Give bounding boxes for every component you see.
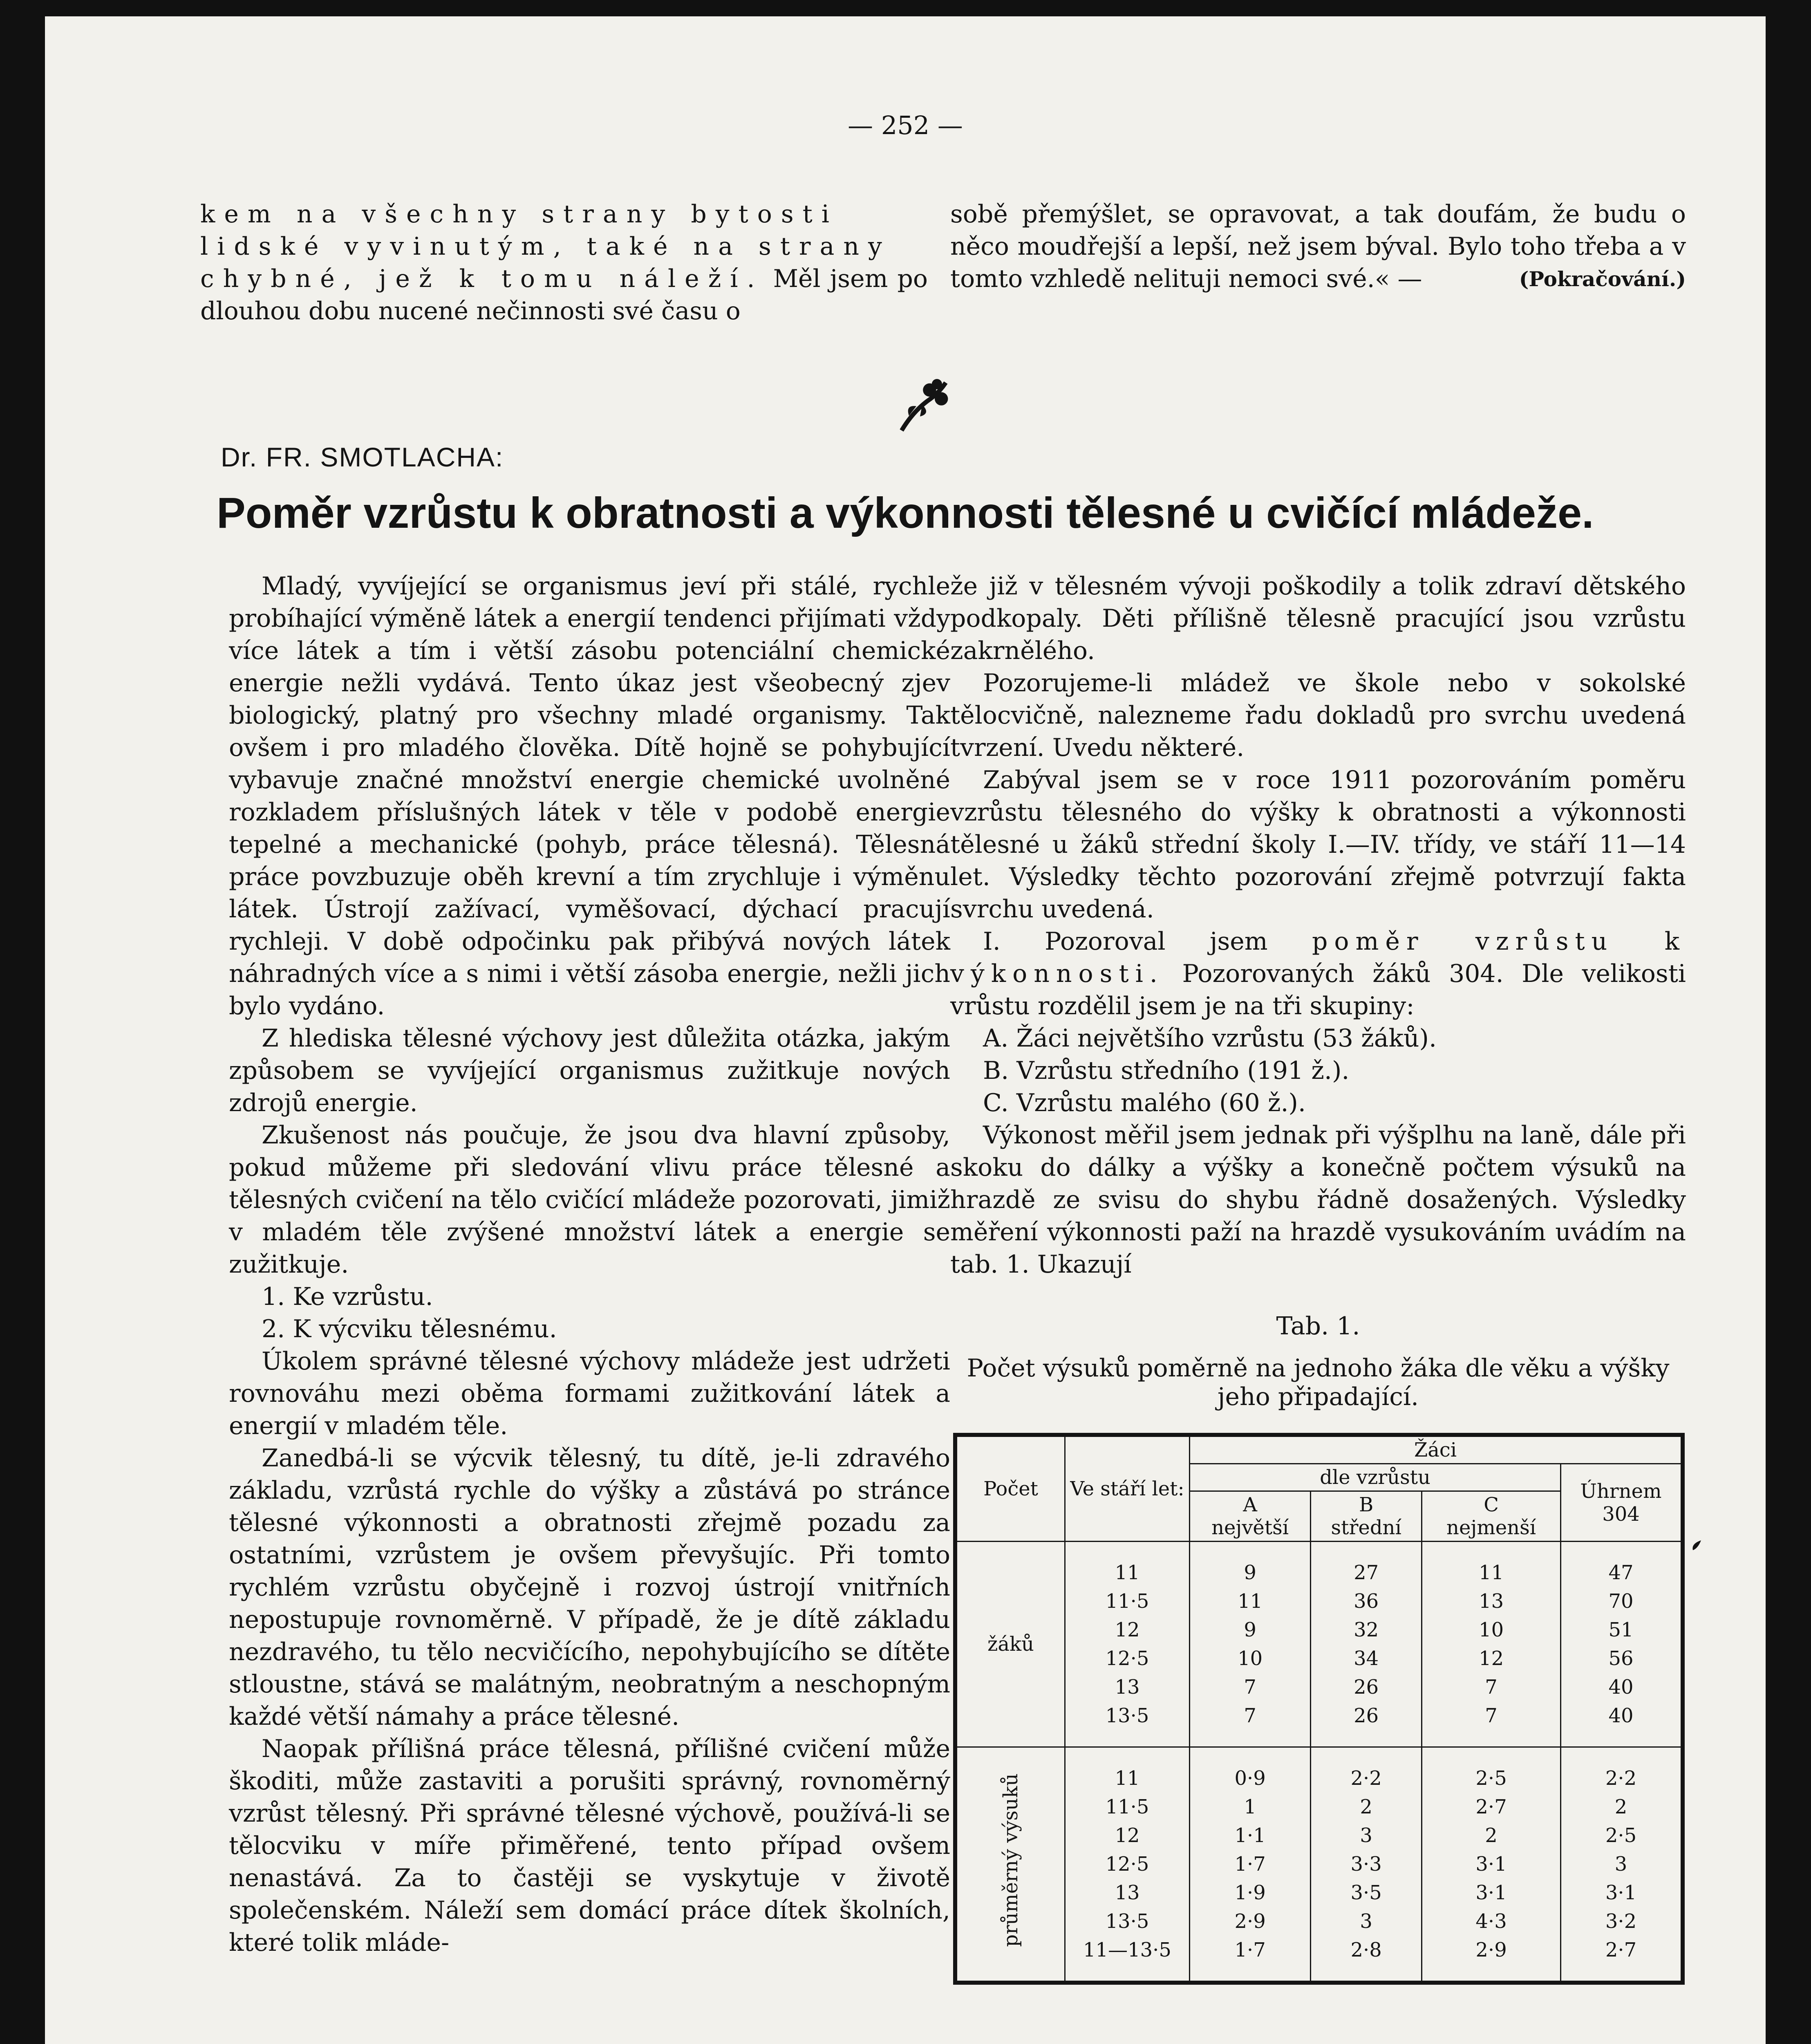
table-cell: 36 [1354, 1590, 1379, 1613]
header-total [1561, 1464, 1683, 1542]
header-a-letter: A [1243, 1493, 1257, 1516]
header-a-label: největší [1211, 1516, 1289, 1539]
table-cell: 26 [1354, 1704, 1379, 1727]
spaced-line: lidské vyvinutým, také na strany [200, 232, 891, 261]
continuation-text: sobě přemýšlet, se opravovat, a tak doufám, že budu o něco moudřejší a lepší, než jsem býval. Bylo toho třeba a v tomto vzhledě nelituji nemoci své.« — [950, 200, 1686, 293]
table-caption: Tab. 1. [1276, 1312, 1360, 1340]
group2-ages [1065, 1747, 1190, 1983]
paragraph: Pozorujeme-li mládež ve škole nebo v sokolské tělocvičně, nalezneme řadu dokladů pro svrchu uvedená tvrzení. Uvedu některé. [950, 669, 1686, 762]
table-cell: 9 [1244, 1618, 1256, 1641]
continuation-text: Měl jsem po dlouhou dobu nucené nečinnosti své času o [200, 264, 928, 325]
spaced-line-wrap [200, 263, 928, 327]
header-c [1422, 1491, 1561, 1542]
table-cell: 2 [1360, 1795, 1372, 1818]
table-cell: 40 [1608, 1704, 1634, 1727]
table-cell: 12·5 [1105, 1853, 1149, 1876]
continuation-right [950, 198, 1686, 295]
header-b [1311, 1491, 1422, 1542]
group2-c [1422, 1747, 1561, 1983]
continued-note: (Pokračování.) [1519, 267, 1686, 291]
paragraph: že již v tělesném vývoji poškodily a tolik zdraví dětského podkopaly. Děti přílišně tělesně pracující jsou vzrůstu zakrnělého. [950, 572, 1686, 665]
paragraph: Výkonost měřil jsem jednak při výšplhu na laně, dále při skoku do dálky a výšky a konečně počtem výsuků na hrazdě ze svisu do shybu řádně dosažených. Výsledky měření výkonnosti paží na hrazdě vysukováním uvádím na tab. 1. Ukazují [950, 1121, 1686, 1279]
table-cell: 3·5 [1350, 1881, 1382, 1904]
table-cell: 11 [1238, 1590, 1263, 1613]
table-cell: 2·5 [1605, 1824, 1637, 1847]
table-cell: 2·9 [1475, 1939, 1507, 1961]
fleuron-ornament-icon [887, 368, 960, 442]
paragraph: Naopak přílišná práce tělesná, přílišné cvičení může škoditi, může zastaviti a porušiti správný, rovnoměrný vzrůst tělesný. Při správné tělesné výchově, používá-li se tělocviku v míře přiměřené, tento případ ovšem nenastává. Za to častěji se vyskytuje v životě společenském. Náleží sem domácí práce dítek školních, které tolik mláde- [229, 1735, 950, 1957]
right-column [950, 570, 1686, 1281]
list-item: C. Vzrůstu malého (60 ž.). [983, 1089, 1306, 1117]
table-cell: 47 [1608, 1561, 1634, 1584]
table-cell: 11—13·5 [1083, 1939, 1171, 1961]
header-total-label: Úhrnem [1580, 1479, 1662, 1503]
table-cell: 2·5 [1475, 1767, 1507, 1790]
table-cell: 1·7 [1234, 1939, 1266, 1961]
margin-mark-icon [1688, 1537, 1704, 1553]
table-cell: 1 [1244, 1795, 1256, 1818]
table-cell: 11 [1115, 1767, 1140, 1790]
table-cell: 27 [1354, 1561, 1379, 1584]
table-cell: 13 [1115, 1881, 1140, 1904]
table-cell: 12 [1115, 1618, 1140, 1641]
group1-label: žáků [955, 1542, 1065, 1747]
table-cell: 7 [1485, 1704, 1498, 1727]
group2-b [1311, 1747, 1422, 1983]
data-table [953, 1433, 1685, 1985]
spaced-line: chybné, jež k tomu náleží. [200, 264, 764, 293]
header-c-label: nejmenší [1446, 1516, 1536, 1539]
header-b-label: střední [1331, 1516, 1401, 1539]
table-cell: 1·7 [1234, 1853, 1266, 1876]
table-cell: 2·7 [1475, 1795, 1507, 1818]
table-description: Počet výsuků poměrně na jednoho žáka dle věku a výšky jeho připadající. [967, 1354, 1670, 1411]
table-cell: 12·5 [1105, 1647, 1149, 1670]
table-cell: 32 [1354, 1618, 1379, 1641]
article-author: Dr. FR. SMOTLACHA: [221, 442, 504, 472]
list-item: 1. Ke vzrůstu. [262, 1282, 433, 1311]
table-cell: 11·5 [1105, 1590, 1149, 1613]
paragraph: Zkušenost nás poučuje, že jsou dva hlavní způsoby, pokud můžeme při sledování vlivu práce tělesné a tělesných cvičení na tělo cvičící mládeže pozorovati, jimiž v mladém těle zvýšené množství látek a energie se zužitkuje. [229, 1121, 950, 1279]
table-cell: 1·1 [1234, 1824, 1266, 1847]
table-cell: 40 [1608, 1676, 1634, 1699]
table-cell: 2·2 [1350, 1767, 1382, 1790]
header-a [1190, 1491, 1311, 1542]
table-caption-block [950, 1310, 1686, 1411]
table-cell: 13 [1115, 1676, 1140, 1699]
group2-label-cell [955, 1747, 1065, 1983]
table-cell: 0·9 [1234, 1767, 1266, 1790]
table-cell: 2·9 [1234, 1910, 1266, 1933]
table-cell: 26 [1354, 1676, 1379, 1699]
table-cell: 12 [1115, 1824, 1140, 1847]
paragraph [950, 926, 1686, 1022]
paragraph: Úkolem správné tělesné výchovy mládeže jest udržeti rovnováhu mezi oběma formami zužitkování látek a energií v mladém těle. [229, 1347, 950, 1440]
table-cell: 11 [1479, 1561, 1504, 1584]
group1-b [1311, 1542, 1422, 1747]
table-cell: 2·7 [1605, 1939, 1637, 1961]
table-cell: 3 [1614, 1853, 1627, 1876]
page-number: — 252 — [848, 110, 963, 140]
paragraph: Zabýval jsem se v roce 1911 pozorováním poměru vzrůstu tělesného do výšky k obratnosti a výkonnosti tělesné u žáků střední školy I.—IV. třídy, ve stáří 11—14 let. Výsledky těchto pozorování zřejmě potvrzují fakta svrchu uvedená. [950, 766, 1686, 923]
table-cell: 7 [1485, 1676, 1498, 1699]
table-cell: 3·1 [1475, 1881, 1507, 1904]
header-zaci: Žáci [1190, 1435, 1683, 1464]
header-b-letter: B [1359, 1493, 1374, 1516]
table-cell: 3·1 [1605, 1881, 1637, 1904]
group1-total [1561, 1542, 1683, 1747]
table-cell: 3·2 [1605, 1910, 1637, 1933]
spaced-line: kem na všechny strany bytosti [200, 200, 838, 229]
table-cell: 56 [1608, 1647, 1634, 1670]
group1-ages [1065, 1542, 1190, 1747]
table-cell: 70 [1608, 1590, 1634, 1613]
group2-a [1190, 1747, 1311, 1983]
group2-label: průměrný výsuků [999, 1773, 1022, 1947]
table-cell: 10 [1479, 1618, 1504, 1641]
header-dle-vzrustu: dle vzrůstu [1190, 1464, 1561, 1491]
table-cell: 10 [1238, 1647, 1263, 1670]
list-item: 2. K výcviku tělesnému. [262, 1315, 557, 1343]
left-column [229, 570, 950, 1959]
list-item: A. Žáci největšího vzrůstu (53 žáků). [983, 1024, 1437, 1053]
article-title: Poměr vzrůstu k obratnosti a výkonnosti tělesné u cvičící mládeže. [217, 489, 1594, 537]
table-cell: 4·3 [1475, 1910, 1507, 1933]
journal-page [45, 16, 1766, 2044]
group2-total [1561, 1747, 1683, 1983]
table-cell: 13 [1479, 1590, 1504, 1613]
table-cell: 13·5 [1105, 1704, 1149, 1727]
paragraph: Z hlediska tělesné výchovy jest důležita otázka, jakým způsobem se vyvíjející organismus zužitkuje nových zdrojů energie. [229, 1024, 950, 1117]
table-cell: 3 [1360, 1910, 1372, 1933]
table-cell: 34 [1354, 1647, 1379, 1670]
table-cell: 2 [1485, 1824, 1498, 1847]
table-cell: 9 [1244, 1561, 1256, 1584]
text: Pozorovaných žáků 304. Dle velikosti vrůstu rozdělil jsem je na tři skupiny: [950, 959, 1686, 1020]
table-cell: 12 [1479, 1647, 1504, 1670]
spaced-text: poměr vzrůstu k výkonnosti. [950, 927, 1686, 988]
table-cell: 1·9 [1234, 1881, 1266, 1904]
table-cell: 3·3 [1350, 1853, 1382, 1876]
paragraph: Zanedbá-li se výcvik tělesný, tu dítě, je-li zdravého základu, vzrůstá rychle do výšky a zůstává po stránce tělesné výkonnosti a obratnosti zřejmě pozadu za ostatními, vzrůstem je ovšem převyšujíc. Při tomto rychlém vzrůstu obyčejně i rozvoj ústrojí vnitřních nepostupuje rovnoměrně. V případě, že je dítě základu nezdravého, tu tělo necvičícího, nepohybujícího se dítěte stloustne, stává se malátným, neobratným a neschopným každé větší námahy a práce tělesné. [229, 1444, 950, 1731]
table-cell: 11 [1115, 1561, 1140, 1584]
header-age: Ve stáří let: [1065, 1435, 1190, 1542]
table-cell: 7 [1244, 1676, 1256, 1699]
header-total-count: 304 [1602, 1502, 1640, 1526]
table-cell: 3 [1360, 1824, 1372, 1847]
table-cell: 7 [1244, 1704, 1256, 1727]
paragraph: Mladý, vyvíjející se organismus jeví při stálé, rychle probíhající výměně látek a energií tendenci přijímati vždy více látek a tím i větší zásobu potenciální chemické energie nežli vydává. Tento úkaz jest všeobecný zjev biologický, platný pro všechny mladé organismy. Tak ovšem i pro mladého člověka. Dítě hojně se pohybující vybavuje značné množství energie chemické uvolněné rozkladem příslušných látek v těle v podobě energie tepelné a mechanické (pohyb, práce tělesná). Tělesná práce povzbuzuje oběh krevní a tím zrychluje i výměnu látek. Ústrojí zažívací, vyměšovací, dýchací pracují rychleji. V době odpočinku pak přibývá nových látek náhradných více a s nimi i větší zásoba energie, nežli jich bylo vydáno. [229, 572, 950, 1020]
header-pocet: Počet [955, 1435, 1065, 1542]
table-cell: 11·5 [1105, 1795, 1149, 1818]
list-item: B. Vzrůstu středního (191 ž.). [983, 1056, 1350, 1085]
table-cell: 2·2 [1605, 1767, 1637, 1790]
table-cell: 2·8 [1350, 1939, 1382, 1961]
table-cell: 51 [1608, 1618, 1634, 1641]
table-cell: 2 [1614, 1795, 1627, 1818]
text: I. Pozoroval jsem [983, 927, 1268, 956]
group1-a [1190, 1542, 1311, 1747]
table-cell: 13·5 [1105, 1910, 1149, 1933]
group1-c [1422, 1542, 1561, 1747]
table-cell: 3·1 [1475, 1853, 1507, 1876]
continuation-left [200, 198, 928, 327]
header-c-letter: C [1484, 1493, 1499, 1516]
